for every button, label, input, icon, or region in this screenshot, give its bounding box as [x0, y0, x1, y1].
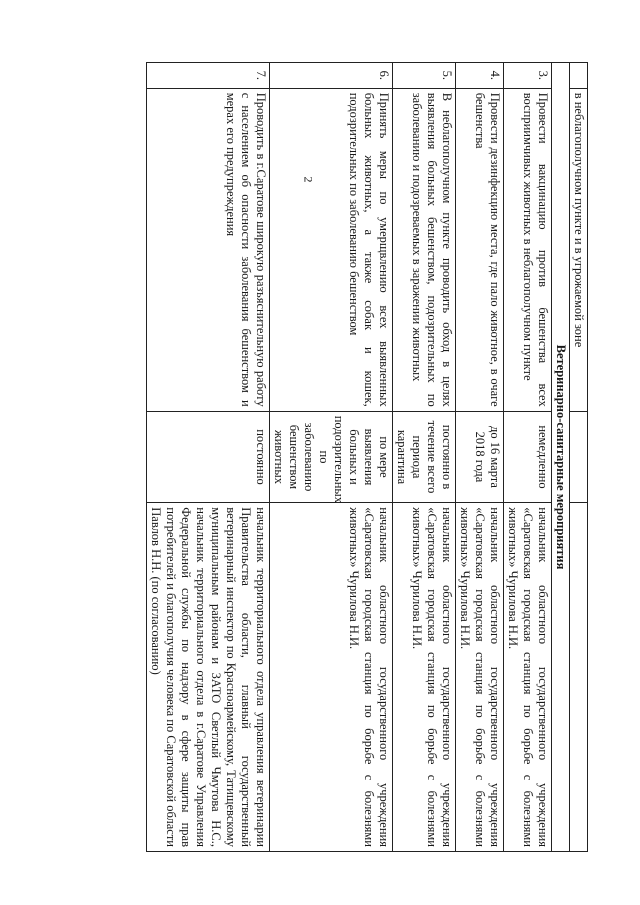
row-action: Провести вакцинацию против бешенства всех восприимчивых животных в неблагополучном пункте [504, 88, 552, 411]
row-term: по мере выявления больных и подозрительных по заболеванию бешенством животных [270, 411, 393, 503]
row-term: постоянно в течение всего периода карантина [393, 411, 456, 503]
table-row [504, 63, 552, 852]
row-action: Провести дезинфекцию места, где пало животное, в очаге бешенства [456, 88, 504, 411]
table-row [147, 63, 270, 852]
row-responsible: начальник областного государственного учреждения «Саратовская городская станция по борьбе с болезнями животных» Чурилова Н.И. [456, 503, 504, 852]
row-number: 4. [456, 63, 504, 89]
row-action: Проводить в г.Саратове широкую разъяснительную работу с населением об опасности заболевания бешенством и мерах его предупреждения [147, 88, 270, 411]
table-row [456, 63, 504, 852]
row-responsible [570, 503, 588, 852]
row-action: в неблагополучном пункте и в угрожаемой зоне [570, 88, 588, 411]
measures-table [146, 62, 588, 852]
table-row [270, 63, 393, 852]
row-number: 7. [147, 63, 270, 89]
row-responsible: начальник областного государственного учреждения «Саратовская городская станция по борьбе с болезнями животных» Чурилова Н.И. [270, 503, 393, 852]
table-row [393, 63, 456, 852]
row-number: 5. [393, 63, 456, 89]
row-term: постоянно [147, 411, 270, 503]
table-row [570, 63, 588, 852]
section-title: Ветеринарно-санитарные мероприятия [552, 63, 570, 852]
row-term [570, 411, 588, 503]
row-number: 3. [504, 63, 552, 89]
row-responsible: начальник областного государственного учреждения «Саратовская городская станция по борьбе с болезнями животных» Чурилова Н.И. [393, 503, 456, 852]
row-number: 6. [270, 63, 393, 89]
section-header-row [552, 63, 570, 852]
row-responsible: начальник территориального отдела управления ветеринарии Правительства области, главный государственный ветеринарный инспектор по Красноармейскому, Татищевскому муниципальным районам и ЗАТО Светлый Чмутова Н.С., начальник территориального отдела в г.Саратове Управления Федеральной службы по надзору в сфере защиты прав потребителей и благополучия человека по Саратовской области Павлов Н.Н. (по согласованию) [147, 503, 270, 852]
page-number: 2 [301, 176, 316, 183]
row-number [570, 63, 588, 89]
row-action: Принять меры по умерщвлению всех выявленных больных животных, а также собак и кошек, подозрительных по заболеванию бешенством [270, 88, 393, 411]
row-term: до 16 марта 2018 года [456, 411, 504, 503]
row-responsible: начальник областного государственного учреждения «Саратовская городская станция по борьбе с болезнями животных» Чурилова Н.И. [504, 503, 552, 852]
row-term: немедленно [504, 411, 552, 503]
row-action: В неблагополучном пункте проводить обход в целях выявления больных бешенством, подозрительных по заболеванию и подозреваемых в заражении животных [393, 88, 456, 411]
